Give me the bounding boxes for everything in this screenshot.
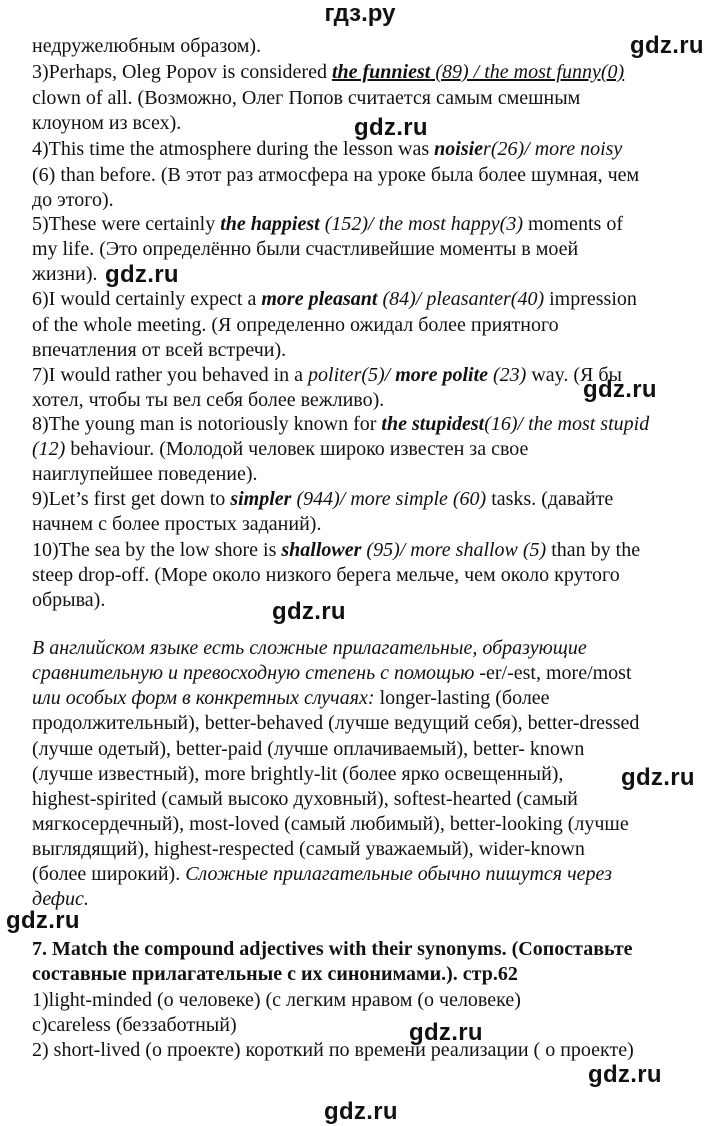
- text-line: жизни).: [32, 263, 98, 285]
- watermark: gdz.ru: [324, 1098, 398, 1125]
- text-line: начнем с более простых заданий).: [32, 513, 322, 535]
- text-line: (12) behaviour. (Молодой человек широко известен за свое: [32, 438, 529, 460]
- text-line: хотел, чтобы ты вел себя более вежливо).: [32, 389, 385, 411]
- text-line: 6)I would certainly expect a more pleasant (84)/ pleasanter(40) impression: [32, 288, 637, 310]
- note-line: выглядящий), highest-respected (самый уважаемый), wider-known: [32, 838, 585, 860]
- watermark: gdz.ru: [621, 764, 695, 791]
- text-line: (6) than before. (В этот раз атмосфера на уроке была более шумная, чем: [32, 164, 640, 186]
- text-line: 8)The young man is notoriously known for the stupidest(16)/ the most stupid: [32, 413, 650, 435]
- watermark: gdz.ru: [409, 1019, 483, 1046]
- text-line: обрыва).: [32, 589, 106, 611]
- note-line: мягкосердечный), most-loved (самый любимый), better-looking (лучше: [32, 813, 629, 835]
- text-line: steep drop-off. (Море около низкого берега мельче, чем около крутого: [32, 564, 620, 586]
- note-line: (более широкий). Сложные прилагательные обычно пишутся через: [32, 863, 612, 885]
- text-line: 10)The sea by the low shore is shallower (95)/ more shallow (5) than by the: [32, 539, 641, 561]
- task-heading: составные прилагательные с их синонимами.). стр.62: [32, 963, 518, 985]
- text-line: clown of all. (Возможно, Олег Попов считается самым смешным: [32, 87, 581, 109]
- watermark: gdz.ru: [588, 1061, 662, 1088]
- text-line: 7)I would rather you behaved in a politer(5)/ more polite (23) way. (Я бы: [32, 364, 622, 386]
- text-line: 9)Let’s first get down to simpler (944)/ more simple (60) tasks. (давайте: [32, 488, 614, 510]
- watermark: gdz.ru: [272, 598, 346, 625]
- text-line: до этого).: [32, 189, 114, 211]
- note-line: сравнительную и превосходную степень с помощью -er/-est, more/most: [32, 662, 632, 684]
- text-line: 5)These were certainly the happiest (152)/ the most happy(3) moments of: [32, 213, 623, 235]
- note-line: (лучше одетый), better-paid (лучше оплачиваемый), better- known: [32, 738, 585, 760]
- site-title: гдз.ру: [324, 0, 396, 27]
- watermark: gdz.ru: [630, 32, 704, 59]
- watermark: gdz.ru: [6, 907, 80, 934]
- watermark: gdz.ru: [583, 376, 657, 403]
- task-heading: 7. Match the compound adjectives with their synonyms. (Сопоставьте: [32, 938, 633, 960]
- answer-line: 1)light-minded (о человеке) (с легким нравом (о человеке): [32, 989, 521, 1011]
- text-line: недружелюбным образом).: [32, 35, 262, 57]
- note-line: В английском языке есть сложные прилагательные, образующие: [32, 637, 587, 659]
- text-line: 3)Perhaps, Oleg Popov is considered the funniest (89) / the most funny(0): [32, 61, 625, 83]
- note-line: или особых форм в конкретных случаях: longer-lasting (более: [32, 687, 550, 709]
- answer-line: c)careless (беззаботный): [32, 1014, 237, 1036]
- watermark: gdz.ru: [105, 261, 179, 288]
- watermark: gdz.ru: [354, 114, 428, 141]
- note-line: (лучше известный), more brightly-lit (более ярко освещенный),: [32, 763, 564, 785]
- note-line: highest-spirited (самый высоко духовный), softest-hearted (самый: [32, 788, 578, 810]
- note-line: дефис.: [32, 888, 89, 910]
- text-line: впечатления от всей встречи).: [32, 339, 287, 361]
- text-line: my life. (Это определённо были счастливейшие моменты в моей: [32, 238, 579, 260]
- answer-line: 2) short-lived (о проекте) короткий по времени реализации ( о проекте): [32, 1039, 634, 1061]
- text-line: клоуном из всех).: [32, 112, 182, 134]
- text-line: of the whole meeting. (Я определенно ожидал более приятного: [32, 314, 559, 336]
- text-line: 4)This time the atmosphere during the lesson was noisier(26)/ more noisy: [32, 138, 623, 160]
- text-line: наиглупейшее поведение).: [32, 463, 258, 485]
- note-line: продолжительный), better-behaved (лучше ведущий себя), better-dressed: [32, 712, 640, 734]
